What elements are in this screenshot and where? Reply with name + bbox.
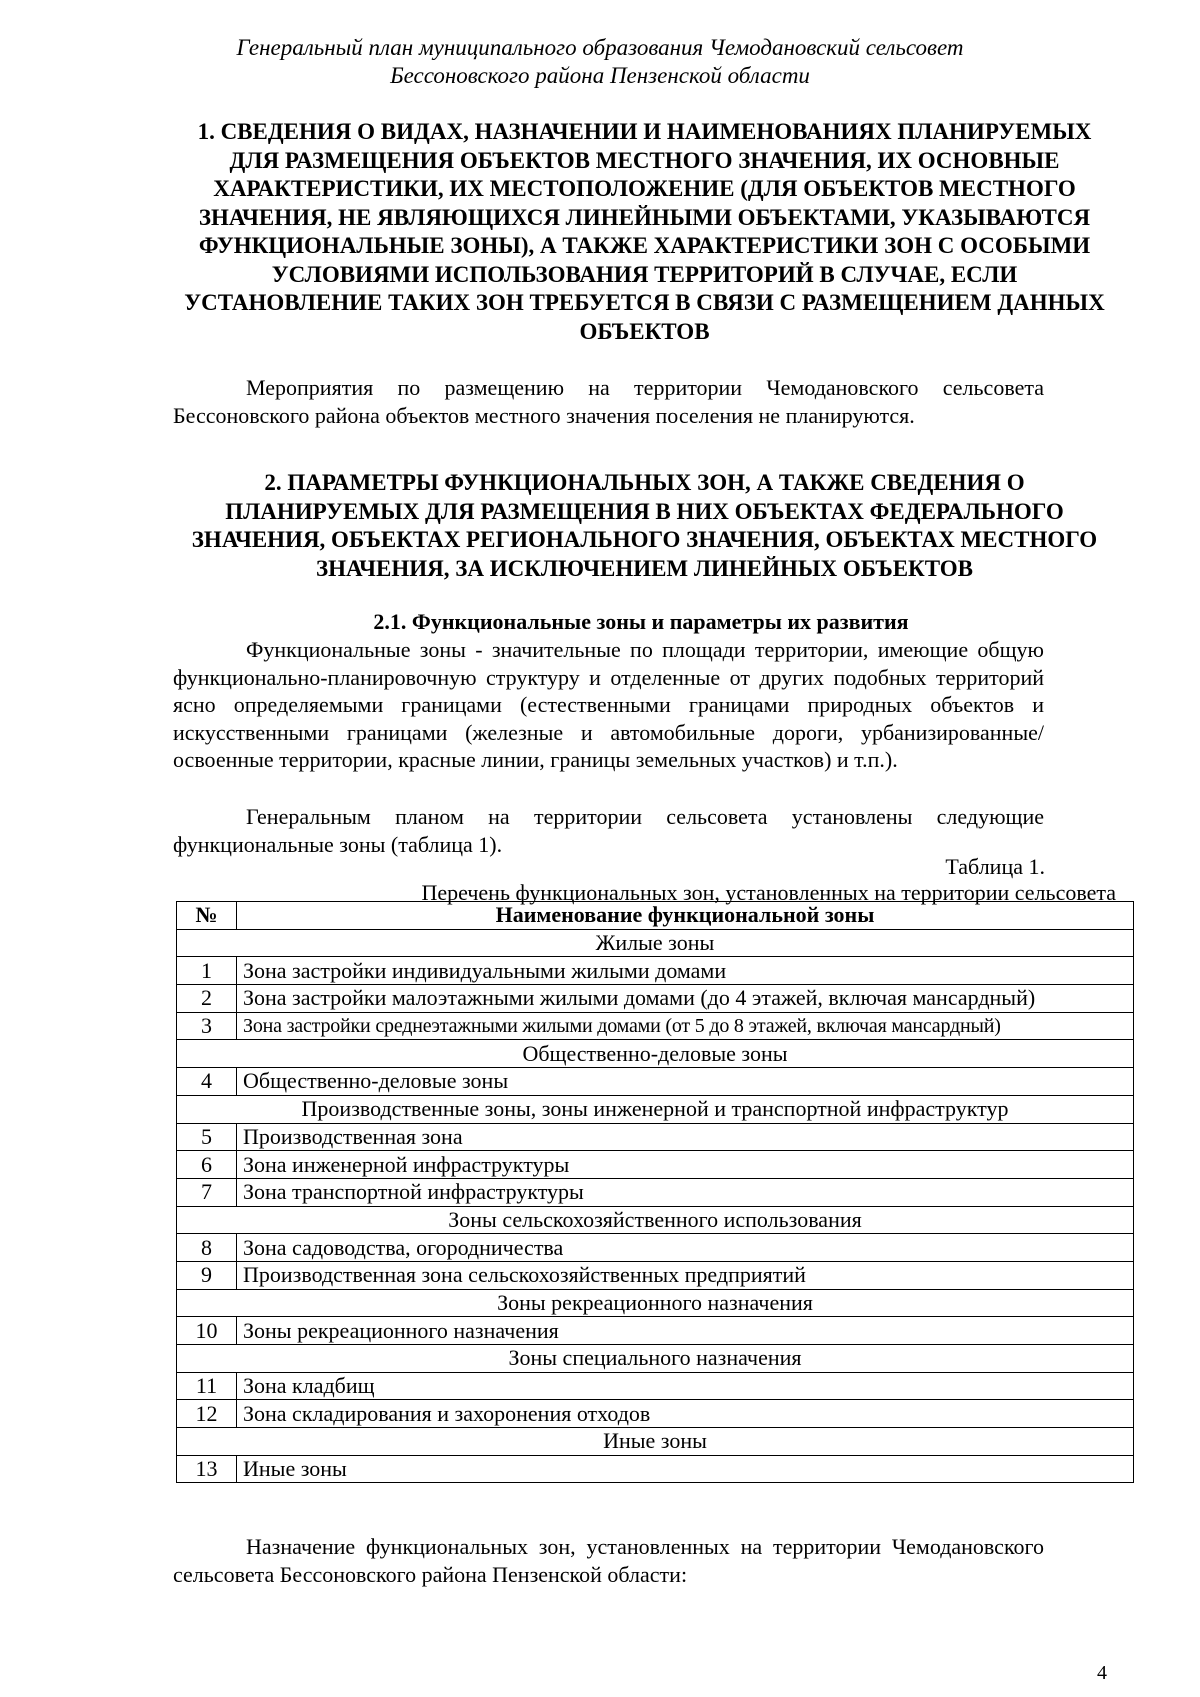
- row-name: Общественно-деловые зоны: [237, 1068, 1134, 1096]
- table-group-row: [177, 1428, 1134, 1456]
- section-2-paragraph-2: Генеральным планом на территории сельсовета установлены следующие функциональные зоны (таблица 1).: [173, 804, 1044, 857]
- row-name: Зона транспортной инфраструктуры: [237, 1178, 1134, 1206]
- row-number: 1: [177, 957, 237, 985]
- row-name: Зона инженерной инфраструктуры: [237, 1151, 1134, 1179]
- table-caption: Перечень функциональных зон, установленных на территории сельсовета: [421, 880, 1116, 905]
- row-name: Зоны рекреационного назначения: [237, 1317, 1134, 1345]
- row-number: 7: [177, 1178, 237, 1206]
- row-name: Зона застройки индивидуальными жилыми домами: [237, 957, 1134, 985]
- column-header-number: №: [177, 902, 237, 930]
- table-group-row: [177, 1206, 1134, 1234]
- table-row: [177, 1123, 1134, 1151]
- row-name: Зона застройки среднеэтажными жилыми домами (от 5 до 8 этажей, включая мансардный): [237, 1012, 1134, 1040]
- row-name: Зона застройки малоэтажными жилыми домами (до 4 этажей, включая мансардный): [237, 985, 1134, 1013]
- table-row: [177, 1317, 1134, 1345]
- row-number: 3: [177, 1012, 237, 1040]
- page-header: [0, 34, 1200, 90]
- row-number: 8: [177, 1234, 237, 1262]
- table-row: [177, 1372, 1134, 1400]
- group-recreational: Зоны рекреационного назначения: [177, 1289, 1134, 1317]
- section-2-title: 2. ПАРАМЕТРЫ ФУНКЦИОНАЛЬНЫХ ЗОН, А ТАКЖЕ СВЕДЕНИЯ О ПЛАНИРУЕМЫХ ДЛЯ РАЗМЕЩЕНИЯ В НИХ ОБЪЕКТАХ ФЕДЕРАЛЬНОГО ЗНАЧЕНИЯ, ОБЪЕКТАХ РЕГИОНАЛЬНОГО ЗНАЧЕНИЯ, ОБЪЕКТАХ МЕСТНОГО ЗНАЧЕНИЯ, ЗА ИСКЛЮЧЕНИЕМ ЛИНЕЙНЫХ ОБЪЕКТОВ: [191, 470, 1098, 581]
- group-public-business: Общественно-деловые зоны: [177, 1040, 1134, 1068]
- table-row: [177, 957, 1134, 985]
- column-header-name: Наименование функциональной зоны: [237, 902, 1134, 930]
- row-name: Зона кладбищ: [237, 1372, 1134, 1400]
- row-name: Иные зоны: [237, 1455, 1134, 1483]
- group-agricultural: Зоны сельскохозяйственного использования: [177, 1206, 1134, 1234]
- section-1-paragraph: Мероприятия по размещению на территории Чемодановского сельсовета Бессоновского района объектов местного значения поселения не планируются.: [173, 375, 1044, 428]
- table-group-row: [177, 1095, 1134, 1123]
- table-row: [177, 1012, 1134, 1040]
- table-group-row: [177, 1345, 1134, 1373]
- group-other: Иные зоны: [177, 1428, 1134, 1456]
- group-residential: Жилые зоны: [177, 929, 1134, 957]
- row-number: 9: [177, 1261, 237, 1289]
- header-line-1: Генеральный план муниципального образования Чемодановский сельсовет: [236, 35, 964, 60]
- group-industrial: Производственные зоны, зоны инженерной и транспортной инфраструктур: [177, 1095, 1134, 1123]
- row-number: 11: [177, 1372, 237, 1400]
- row-number: 4: [177, 1068, 237, 1096]
- table-group-row: [177, 1040, 1134, 1068]
- row-name: Производственная зона сельскохозяйственных предприятий: [237, 1261, 1134, 1289]
- table-number: Таблица 1.: [945, 854, 1045, 879]
- table-row: [177, 1455, 1134, 1483]
- table-row: [177, 1068, 1134, 1096]
- row-name: Зона складирования и захоронения отходов: [237, 1400, 1134, 1428]
- row-number: 2: [177, 985, 237, 1013]
- functional-zones-table: [176, 901, 1134, 1483]
- subsection-2-1-title: 2.1. Функциональные зоны и параметры их развития: [373, 609, 909, 634]
- header-line-2: Бессоновского района Пензенской области: [390, 63, 810, 88]
- table-row: [177, 1400, 1134, 1428]
- table-row: [177, 1234, 1134, 1262]
- table-group-row: [177, 929, 1134, 957]
- table-group-row: [177, 1289, 1134, 1317]
- closing-paragraph: Назначение функциональных зон, установленных на территории Чемодановского сельсовета Бессоновского района Пензенской области:: [173, 1534, 1044, 1587]
- row-number: 6: [177, 1151, 237, 1179]
- group-special: Зоны специального назначения: [177, 1345, 1134, 1373]
- row-number: 13: [177, 1455, 237, 1483]
- row-number: 12: [177, 1400, 237, 1428]
- table-header-row: [177, 902, 1134, 930]
- table-row: [177, 1151, 1134, 1179]
- table-row: [177, 985, 1134, 1013]
- table-row: [177, 1178, 1134, 1206]
- row-number: 5: [177, 1123, 237, 1151]
- row-name: Производственная зона: [237, 1123, 1134, 1151]
- table-row: [177, 1261, 1134, 1289]
- page-number: 4: [1097, 1662, 1107, 1684]
- row-name: Зона садоводства, огородничества: [237, 1234, 1134, 1262]
- section-2-paragraph-1: Функциональные зоны - значительные по площади территории, имеющие общую функционально-планировочную структуру и отделенные от других подобных территорий ясно определяемыми границами (естественными границами природных объектов и искусственными границами (железные и автомобильные дороги, урбанизированные/освоенные территории, красные линии, границы земельных участков) и т.п.).: [173, 637, 1044, 772]
- section-1-title: 1. СВЕДЕНИЯ О ВИДАХ, НАЗНАЧЕНИИ И НАИМЕНОВАНИЯХ ПЛАНИРУЕМЫХ ДЛЯ РАЗМЕЩЕНИЯ ОБЪЕКТОВ МЕСТНОГО ЗНАЧЕНИЯ, ИХ ОСНОВНЫЕ ХАРАКТЕРИСТИКИ, ИХ МЕСТОПОЛОЖЕНИЕ (ДЛЯ ОБЪЕКТОВ МЕСТНОГО ЗНАЧЕНИЯ, НЕ ЯВЛЯЮЩИХСЯ ЛИНЕЙНЫМИ ОБЪЕКТАМИ, УКАЗЫВАЮТСЯ ФУНКЦИОНАЛЬНЫЕ ЗОНЫ), А ТАКЖЕ ХАРАКТЕРИСТИКИ ЗОН С ОСОБЫМИ УСЛОВИЯМИ ИСПОЛЬЗОВАНИЯ ТЕРРИТОРИЙ В СЛУЧАЕ, ЕСЛИ УСТАНОВЛЕНИЕ ТАКИХ ЗОН ТРЕБУЕТСЯ В СВЯЗИ С РАЗМЕЩЕНИЕМ ДАННЫХ ОБЪЕКТОВ: [184, 119, 1105, 344]
- row-number: 10: [177, 1317, 237, 1345]
